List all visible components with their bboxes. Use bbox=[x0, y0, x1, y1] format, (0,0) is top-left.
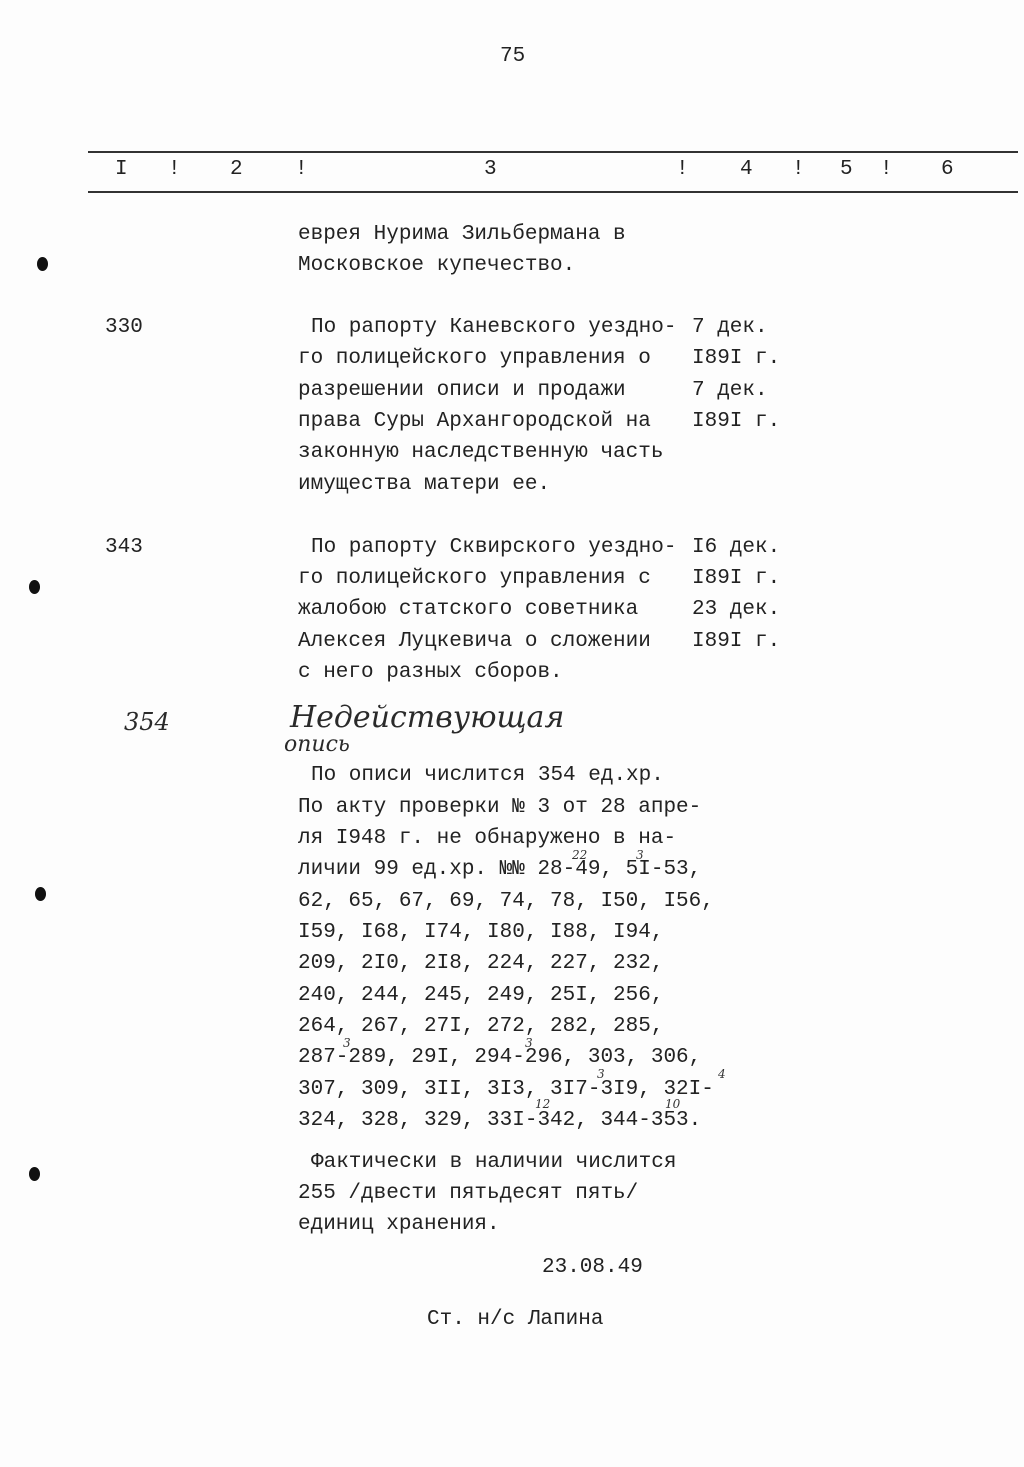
entry-text-line: 264, 267, 27I, 272, 282, 285, bbox=[298, 1015, 664, 1038]
col-sep: ! bbox=[295, 158, 308, 181]
col-header: 6 bbox=[941, 158, 954, 181]
entry-date: I6 дек. bbox=[692, 536, 781, 559]
col-header: 3 bbox=[484, 158, 497, 181]
handwritten-count: 3 bbox=[636, 848, 644, 862]
entry-number: 343 bbox=[105, 536, 143, 559]
col-header: 4 bbox=[740, 158, 753, 181]
entry-text-line: имущества матери ее. bbox=[298, 473, 551, 496]
handwritten-count: 3 bbox=[525, 1036, 533, 1050]
handwritten-title: Недействующая bbox=[290, 700, 565, 735]
col-sep: ! bbox=[792, 158, 805, 181]
handwritten-count: 22 bbox=[572, 848, 588, 862]
handwritten-count: 3 bbox=[343, 1036, 351, 1050]
table-top-rule bbox=[88, 151, 1018, 153]
handwritten-count: 3 bbox=[597, 1067, 605, 1081]
summary-line: Фактически в наличии числится bbox=[311, 1151, 677, 1174]
col-sep: ! bbox=[168, 158, 181, 181]
entry-number: 330 bbox=[105, 316, 143, 339]
binding-hole-mark bbox=[29, 580, 40, 594]
entry-text-line: Московское купечество. bbox=[298, 254, 576, 277]
entry-text-line: 287-289, 29I, 294-296, 303, 306, bbox=[298, 1046, 702, 1069]
binding-hole-mark bbox=[29, 1167, 40, 1181]
col-header: 5 bbox=[840, 158, 853, 181]
handwritten-count: 4 bbox=[718, 1067, 726, 1081]
document-date: 23.08.49 bbox=[542, 1256, 643, 1279]
table-bottom-rule bbox=[88, 191, 1018, 193]
entry-text-line: По акту проверки № 3 от 28 апре- bbox=[298, 796, 702, 819]
entry-date: 7 дек. bbox=[692, 379, 768, 402]
entry-text-line: разрешении описи и продажи bbox=[298, 379, 626, 402]
entry-text-line: 307, 309, 3II, 3I3, 3I7-3I9, 32I- bbox=[298, 1078, 714, 1101]
entry-text-line: По описи числится 354 ед.хр. bbox=[311, 764, 664, 787]
entry-text-line: По рапорту Сквирского уездно- bbox=[311, 536, 677, 559]
entry-text-line: ля I948 г. не обнаружено в на- bbox=[298, 827, 677, 850]
entry-text-line: права Суры Архангородской на bbox=[298, 410, 651, 433]
binding-hole-mark bbox=[35, 887, 46, 901]
col-header: I bbox=[115, 158, 128, 181]
binding-hole-mark bbox=[37, 257, 48, 271]
entry-text-line: го полицейского управления с bbox=[298, 567, 651, 590]
entry-text-line: еврея Нурима Зильбермана в bbox=[298, 223, 626, 246]
summary-line: 255 /двести пятьдесят пять/ bbox=[298, 1182, 639, 1205]
col-header: 2 bbox=[230, 158, 243, 181]
entry-date: I89I г. bbox=[692, 410, 781, 433]
entry-text-line: с него разных сборов. bbox=[298, 661, 563, 684]
signature-line: Ст. н/с Лапина bbox=[427, 1308, 604, 1331]
entry-text-line: жалобою статского советника bbox=[298, 598, 639, 621]
entry-text-line: личии 99 ед.хр. №№ 28-49, 5I-53, bbox=[298, 858, 702, 881]
handwritten-count: 12 bbox=[535, 1097, 551, 1111]
entry-text-line: 209, 2I0, 2I8, 224, 227, 232, bbox=[298, 952, 664, 975]
entry-date: I89I г. bbox=[692, 567, 781, 590]
entry-text-line: 324, 328, 329, 33I-342, 344-353. bbox=[298, 1109, 702, 1132]
entry-date: 7 дек. bbox=[692, 316, 768, 339]
handwritten-entry-number: 354 bbox=[124, 708, 170, 736]
entry-text-line: I59, I68, I74, I80, I88, I94, bbox=[298, 921, 664, 944]
entry-date: I89I г. bbox=[692, 347, 781, 370]
entry-text-line: Алексея Луцкевича о сложении bbox=[298, 630, 651, 653]
entry-text-line: 240, 244, 245, 249, 25I, 256, bbox=[298, 984, 664, 1007]
entry-text-line: законную наследственную часть bbox=[298, 441, 664, 464]
entry-text-line: го полицейского управления о bbox=[298, 347, 651, 370]
entry-date: 23 дек. bbox=[692, 598, 781, 621]
handwritten-title: опись bbox=[284, 732, 350, 757]
handwritten-count: 10 bbox=[665, 1097, 681, 1111]
col-sep: ! bbox=[880, 158, 893, 181]
page-number: 75 bbox=[500, 45, 526, 68]
summary-line: единиц хранения. bbox=[298, 1213, 500, 1236]
entry-text-line: 62, 65, 67, 69, 74, 78, I50, I56, bbox=[298, 890, 714, 913]
entry-date: I89I г. bbox=[692, 630, 781, 653]
entry-text-line: По рапорту Каневского уездно- bbox=[311, 316, 677, 339]
col-sep: ! bbox=[676, 158, 689, 181]
